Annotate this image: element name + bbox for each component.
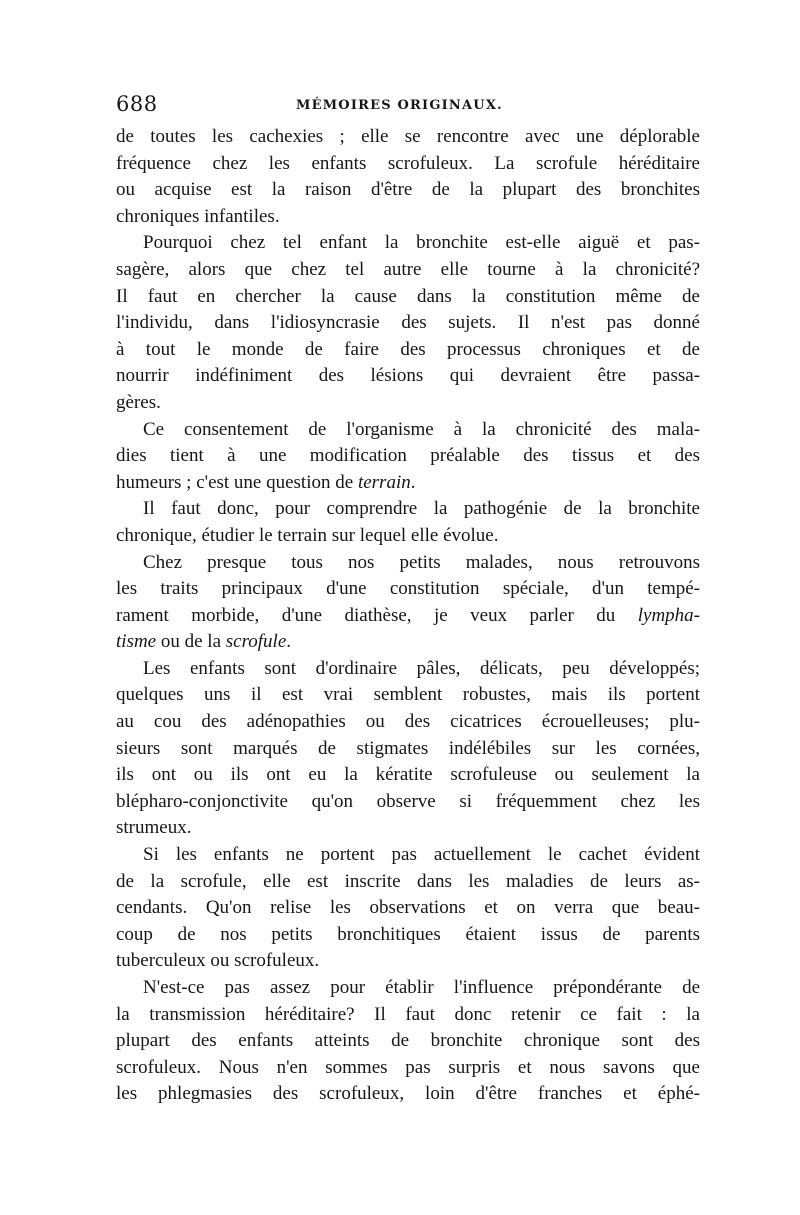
text-line: coup de nos petits bronchitiques étaient issus de parents [116,923,700,945]
text-line: sieurs sont marqués de stigmates indélébiles sur les cornées, [116,737,700,759]
text-line: N'est-ce pas assez pour établir l'influence prépondérante de [143,977,700,998]
text-line: ils ont ou ils ont eu la kératite scrofuleuse ou seulement la [116,764,700,786]
text-line: gères. [116,391,161,413]
text-line: Ce consentement de l'organisme à la chronicité des mala- [143,418,700,440]
text-line: Pourquoi chez tel enfant la bronchite est-elle aiguë et pas- [143,232,700,254]
text-line: tisme ou de la scrofule. [116,631,292,653]
text-line: Les enfants sont d'ordinaire pâles, délicats, peu développés; [143,657,700,679]
body-text [116,124,700,1108]
text-line: Si les enfants ne portent pas actuellement le cachet évident [143,844,700,866]
text-line: fréquence chez les enfants scrofuleux. La scrofule héréditaire [116,152,700,174]
text-line: strumeux. [116,817,192,839]
text-line: les phlegmasies des scrofuleux, loin d'être franches et éphé- [116,1083,700,1105]
text-line: nourrir indéfiniment des lésions qui devraient être passa- [116,365,700,387]
text-line: au cou des adénopathies ou des cicatrices écrouelleuses; plu- [116,711,700,733]
text-line: de toutes les cachexies ; elle se rencontre avec une déplorable [116,126,700,147]
text-line: scrofuleux. Nous n'en sommes pas surpris et nous savons que [116,1056,700,1078]
text-line: plupart des enfants atteints de bronchite chronique sont des [116,1030,700,1052]
text-line: sagère, alors que chez tel autre elle tourne à la chronicité? [116,258,700,280]
text-line: à tout le monde de faire des processus chroniques et de [116,338,700,360]
text-line: chronique, étudier le terrain sur lequel elle évolue. [116,524,499,546]
text-line: l'individu, dans l'idiosyncrasie des sujets. Il n'est pas donné [116,312,700,334]
text-line: Chez presque tous nos petits malades, nous retrouvons [143,551,700,573]
text-line: de la scrofule, elle est inscrite dans les maladies de leurs as- [116,870,700,892]
text-line: ou acquise est la raison d'être de la plupart des bronchites [116,179,700,201]
text-line: les traits principaux d'une constitution spéciale, d'un tempé- [116,578,700,600]
text-line: chroniques infantiles. [116,205,280,227]
text-line: cendants. Qu'on relise les observations et on verra que beau- [116,897,700,919]
page-number: 688 [116,92,158,116]
page-header [116,92,706,120]
text-line: blépharo-conjonctivite qu'on observe si fréquemment chez les [116,790,700,812]
text-line: quelques uns il est vrai semblent robustes, mais ils portent [116,684,700,706]
text-line: rament morbide, d'une diathèse, je veux parler du lympha- [116,604,700,626]
text-line: dies tient à une modification préalable des tissus et des [116,445,700,467]
text-line: humeurs ; c'est une question de terrain. [116,471,416,493]
running-head: MÉMOIRES ORIGINAUX. [296,98,503,113]
text-line: Il faut donc, pour comprendre la pathogénie de la bronchite [143,498,700,520]
text-line: Il faut en chercher la cause dans la constitution même de [116,285,700,307]
text-line: la transmission héréditaire? Il faut donc retenir ce fait : la [116,1003,700,1025]
text-line: tuberculeux ou scrofuleux. [116,950,320,972]
